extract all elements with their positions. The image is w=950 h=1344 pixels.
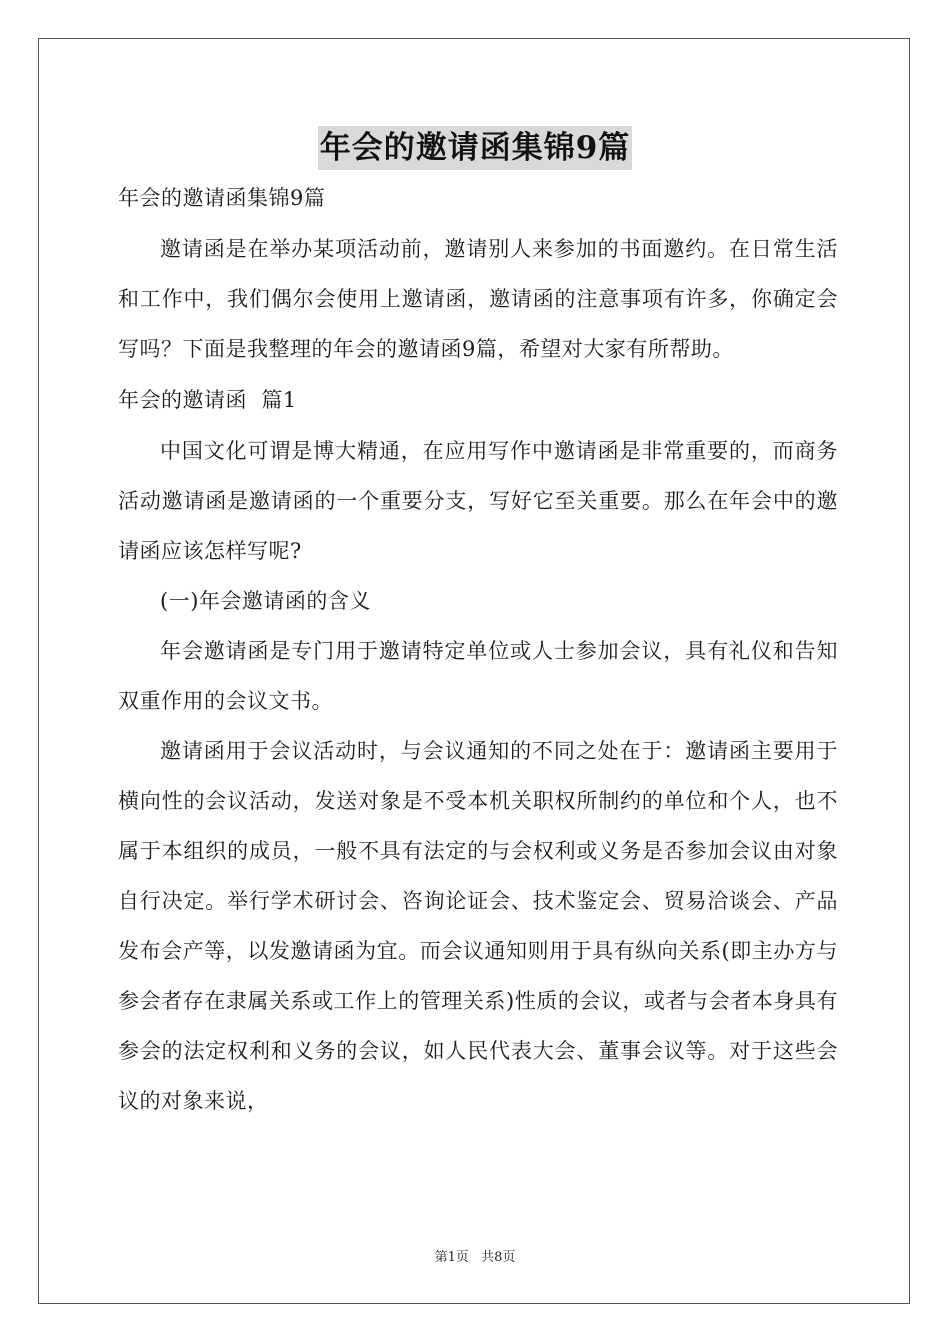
body-paragraph: 中国文化可谓是博大精通，在应用写作中邀请函是非常重要的，而商务活动邀请函是邀请函的一个重要分支，写好它至关重要。那么在年会中的邀请函应该怎样写呢? — [118, 439, 838, 563]
intro-paragraph: 邀请函是在举办某项活动前，邀请别人来参加的书面邀约。在日常生活和工作中，我们偶尔会使用上邀请函，邀请函的注意事项有许多，你确定会写吗？下面是我整理的年会的邀请函9篇，希望对大家有所帮助。 — [118, 237, 838, 361]
section-heading: 年会的邀请函 篇1 — [118, 388, 297, 412]
document-body — [118, 180, 838, 1126]
document-title: 年会的邀请函集锦9篇 — [318, 126, 633, 170]
page-footer — [0, 1246, 950, 1265]
title-container — [0, 126, 950, 170]
page-number: 第1页 — [434, 1250, 469, 1265]
body-paragraph: 年会邀请函是专门用于邀请特定单位或人士参加会议，具有礼仪和告知双重作用的会议文书。 — [118, 639, 838, 713]
subheading-paragraph: (一)年会邀请函的含义 — [160, 589, 371, 613]
page-total: 共8页 — [481, 1250, 516, 1265]
body-paragraph: 邀请函用于会议活动时，与会议通知的不同之处在于：邀请函主要用于横向性的会议活动，发送对象是不受本机关职权所制约的单位和个人，也不属于本组织的成员，一般不具有法定的与会权利或义务是否参加会议由对象自行决定。举行学术研讨会、咨询论证会、技术鉴定会、贸易洽谈会、产品发布会产等，以发邀请函为宜。而会议通知则用于具有纵向关系(即主办方与参会者存在隶属关系或工作上的管理关系)性质的会议，或者与会者本身具有参会的法定权利和义务的会议，如人民代表大会、董事会议等。对于这些会议的对象来说， — [118, 739, 838, 1113]
document-subtitle: 年会的邀请函集锦9篇 — [118, 186, 326, 210]
